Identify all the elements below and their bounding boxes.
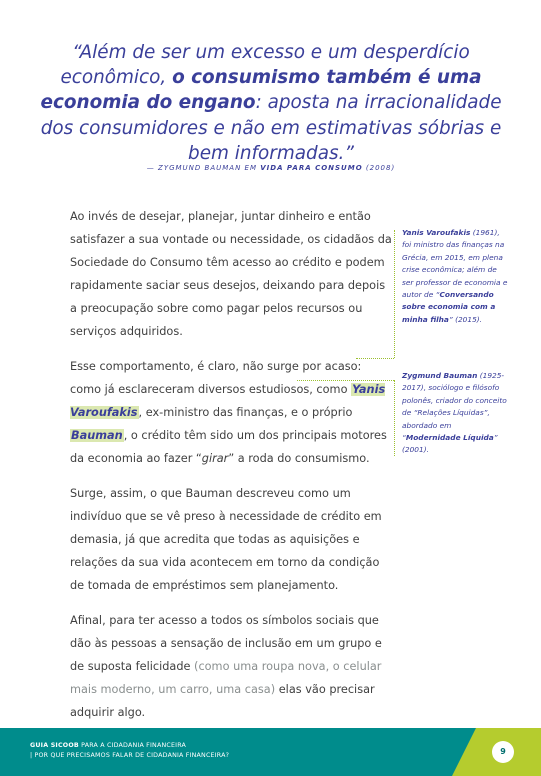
paragraph-2-text-d: ” a roda do consumismo. — [228, 452, 370, 466]
paragraph-2-text-a: Esse comportamento, é claro, não surge por acaso: como já esclareceram diversos estudiosos, como — [70, 360, 362, 397]
sidenote-varoufakis-text: (1961), foi ministro das finanças na Grécia, em 2015, em plena crise econômica; além de ser professor de economia e autor de “ — [402, 228, 508, 300]
highlight-bauman: Bauman — [71, 429, 123, 443]
paragraph-2 — [70, 355, 395, 470]
quote-text-1: “Além de ser um excesso e um desperdício econômico, — [60, 42, 470, 89]
paragraph-2-text-b: , ex-ministro das finanças, e o próprio — [138, 406, 353, 420]
word-girar: girar — [201, 452, 229, 466]
main-body — [70, 205, 395, 736]
paragraph-4-examples: (como uma roupa nova, o celular mais moderno, um carro, uma casa) — [70, 660, 382, 697]
connector-bauman-horizontal — [297, 380, 394, 381]
sidenote-varoufakis-name: Yanis Varoufakis — [402, 228, 471, 237]
quote-text-2: : aposta na irracionalidade dos consumidores e não em estimativas sóbrias e bem informadas.” — [40, 92, 502, 164]
sidenote-bauman-text: (1925-2017), sociólogo e filósofo polonês, criador do conceito de “Relações Líquidas”, abordado em “ — [402, 371, 507, 443]
quote-emphasis: o consumismo também é uma economia do engano — [40, 67, 482, 114]
sidenote-varoufakis — [402, 227, 510, 326]
sidenote-bauman — [402, 370, 510, 457]
paragraph-3: Surge, assim, o que Bauman descreveu como um indivíduo que se vê preso à necessidade de crédito em demasia, já que acredita que todas as aquisições e relações da sua vida acontecem em torno da condição de tomada de empréstimos sem planejamento. — [70, 487, 382, 593]
page-number: 9 — [492, 741, 514, 763]
footer-guide-title: PARA A CIDADANIA FINANCEIRA — [78, 742, 187, 749]
pull-quote — [40, 40, 502, 166]
connector-varoufakis-vertical — [394, 230, 395, 358]
quote-attribution — [40, 164, 502, 172]
attribution-book: VIDA PARA CONSUMO — [260, 164, 363, 172]
footer-line-1 — [30, 741, 229, 751]
sidenote-bauman-year: ” (2001). — [402, 433, 498, 455]
footer-brand: GUIA SICOOB — [30, 742, 79, 749]
highlight-varoufakis: Yanis Varoufakis — [70, 383, 386, 420]
sidenote-varoufakis-year: ” (2015). — [448, 314, 483, 324]
paragraph-4-text-a: Afinal, para ter acesso a todos os símbolos sociais que dão às pessoas a sensação de inclusão em um grupo e de suposta felicidade — [70, 614, 382, 674]
sidenote-varoufakis-book: Conversando sobre economia com a minha filha — [402, 290, 496, 324]
connector-varoufakis-horizontal — [356, 358, 394, 359]
connector-bauman-vertical — [394, 380, 395, 456]
attribution-author: — ZYGMUND BAUMAN EM — [146, 164, 261, 172]
footer-text — [30, 741, 229, 760]
paragraph-2-text-c: , o crédito têm sido um dos principais motores da economia ao fazer “ — [70, 429, 387, 466]
attribution-year: (2008) — [362, 164, 396, 172]
paragraph-4 — [70, 609, 395, 724]
sidenote-bauman-book: Modernidade Líquida — [405, 433, 494, 443]
paragraph-4-text-b: elas vão precisar adquirir algo. — [70, 683, 375, 720]
sidenote-bauman-name: Zygmund Bauman — [402, 371, 478, 380]
paragraph-1: Ao invés de desejar, planejar, juntar dinheiro e então satisfazer a sua vontade ou necessidade, os cidadãos da Sociedade do Consumo têm acesso ao crédito e podem rapidamente saciar seus desejos, deixando para depois a preocupação sobre como pagar pelos recursos ou serviços adquiridos. — [70, 210, 392, 339]
footer-line-2: | POR QUE PRECISAMOS FALAR DE CIDADANIA FINANCEIRA? — [30, 751, 230, 759]
